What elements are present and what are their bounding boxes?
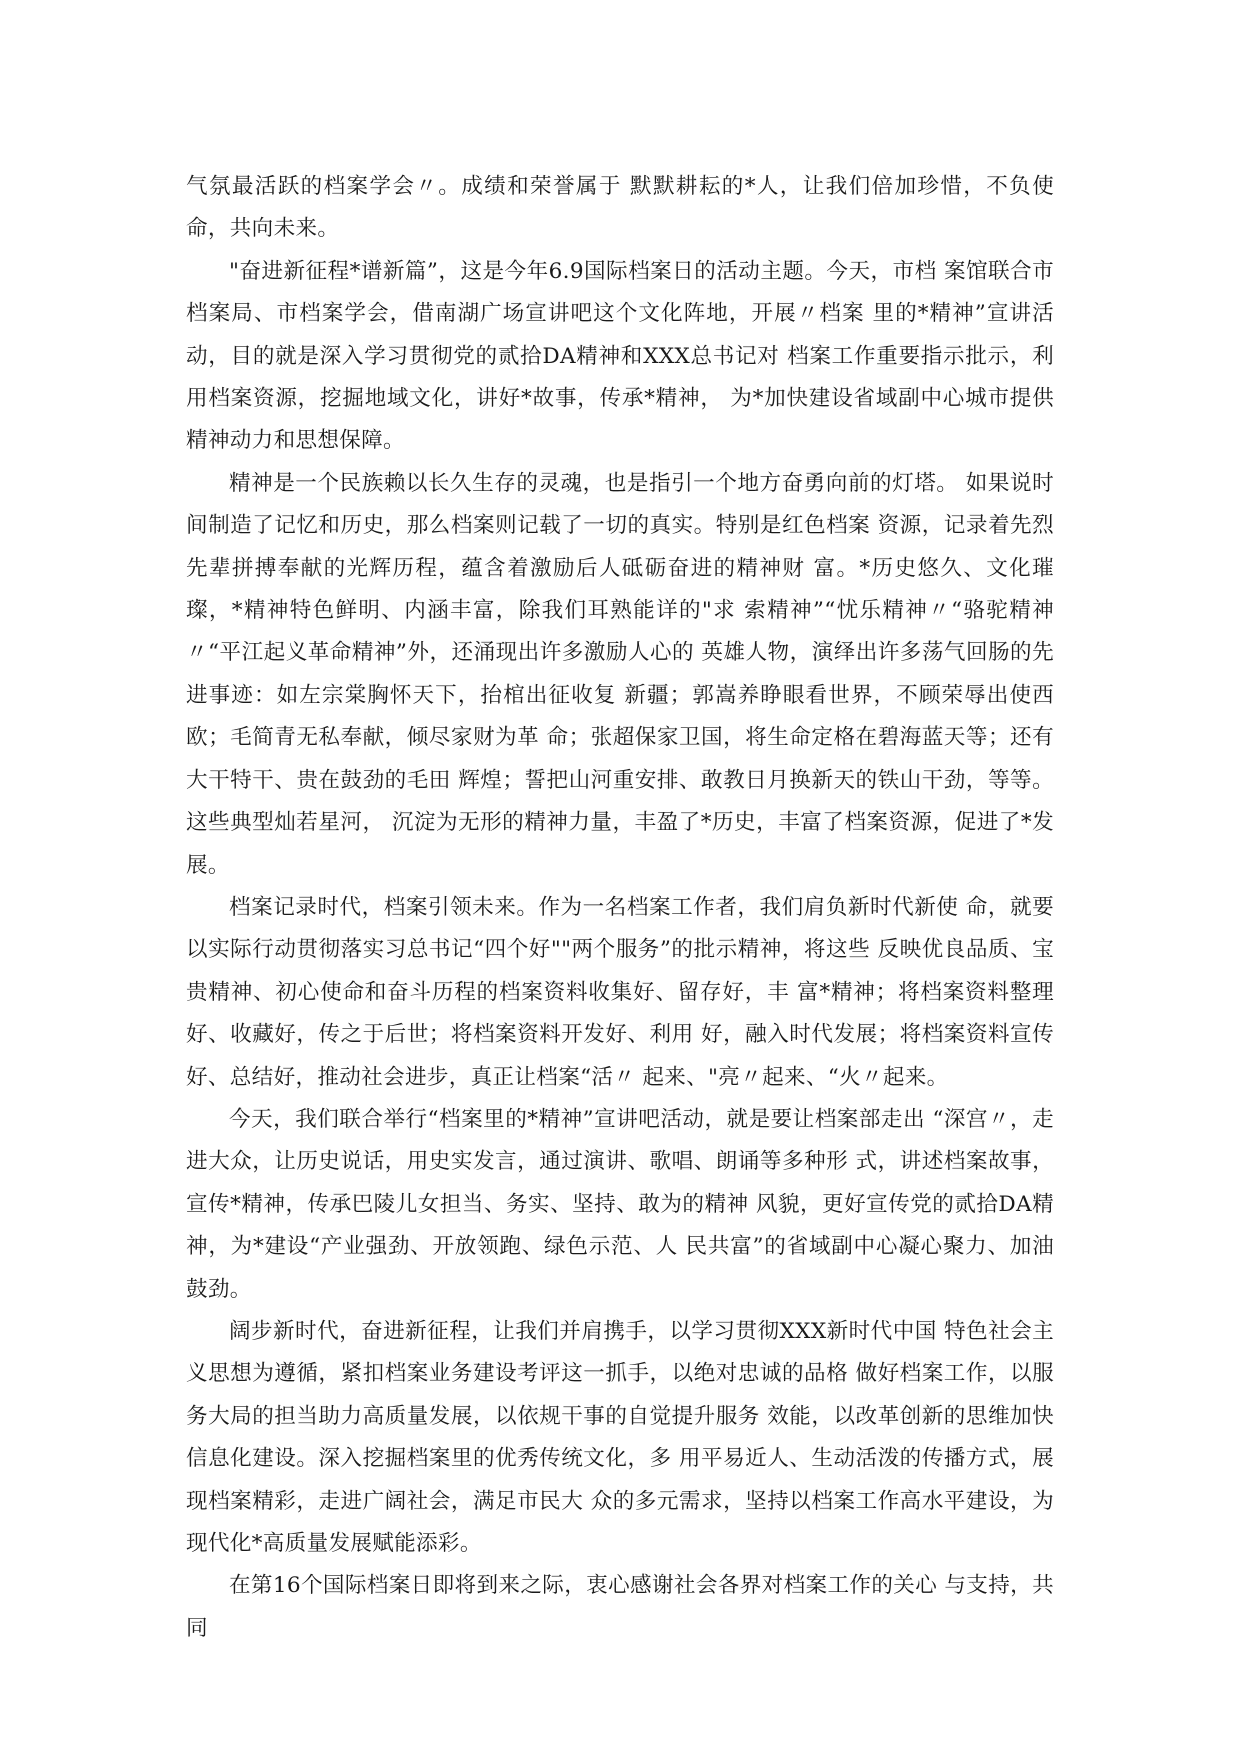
- document-body: [186, 166, 1054, 1650]
- paragraph-spirit: 精神是一个民族赖以长久生存的灵魂，也是指引一个地方奋勇向前的灯塔。 如果说时间制造了记忆和历史，那么档案则记载了一切的真实。特别是红色档案 资源，记录着先烈先辈拼搏奉献的光辉历程，蕴含着激励后人砥砺奋进的精神财 富。*历史悠久、文化璀璨，*精神特色鲜明、内涵丰富，除我们耳熟能详的"求 索精神”“忧乐精神〃“骆驼精神〃“平江起义革命精神”外，还涌现出许多激励人心的 英雄人物，演绎出许多荡气回肠的先进事迹：如左宗棠胸怀天下，抬棺出征收复 新疆；郭嵩养睁眼看世界，不顾荣辱出使西欧；毛简青无私奉献，倾尽家财为革 命；张超保家卫国，将生命定格在碧海蓝天等；还有大干特干、贵在鼓劲的毛田 辉煌；誓把山河重安排、敢教日月换新天的铁山干劲，等等。这些典型灿若星河， 沉淀为无形的精神力量，丰盈了*历史，丰富了档案资源，促进了*发展。: [186, 470, 1054, 878]
- paragraph-new-era: 阔步新时代，奋进新征程，让我们并肩携手，以学习贯彻XXX新时代中国 特色社会主义思想为遵循，紧扣档案业务建设考评这一抓手，以绝对忠诚的品格 做好档案工作，以服务大局的担当助力高质量发展，以依规干事的自觉提升服务 效能，以改革创新的思维加快信息化建设。深入挖掘档案里的优秀传统文化，多 用平易近人、生动活泼的传播方式，展现档案精彩，走进广阔社会，满足市民大 众的多元需求，坚持以档案工作高水平建设，为现代化*高质量发展赋能添彩。: [186, 1318, 1054, 1556]
- paragraph-closing: 在第16个国际档案日即将到来之际，衷心感谢社会各界对档案工作的关心 与支持，共同: [186, 1573, 1054, 1641]
- paragraph-archives-era: 档案记录时代，档案引领未来。作为一名档案工作者，我们肩负新时代新使 命，就要以实际行动贯彻落实习总书记“四个好""两个服务”的批示精神，将这些 反映优良品质、宝贵精神、初心使命和奋斗历程的档案资料收集好、留存好，丰 富*精神；将档案资料整理好、收藏好，传之于后世；将档案资料开发好、利用 好，融入时代发展；将档案资料宣传好、总结好，推动社会进步，真正让档案“活〃 起来、"亮〃起来、“火〃起来。: [186, 894, 1054, 1090]
- paragraph-continued: 气氛最活跃的档案学会〃。成绩和荣誉属于 默默耕耘的*人，让我们倍加珍惜，不负使命，共向未来。: [186, 174, 1054, 242]
- paragraph-theme: "奋进新征程*谱新篇”，这是今年6.9国际档案日的活动主题。今天，市档 案馆联合市档案局、市档案学会，借南湖广场宣讲吧这个文化阵地，开展〃档案 里的*精神”宣讲活动，目的就是深入学习贯彻党的贰拾DA精神和XXX总书记对 档案工作重要指示批示，利用档案资源，挖掘地域文化，讲好*故事，传承*精神， 为*加快建设省域副中心城市提供精神动力和思想保障。: [186, 258, 1054, 454]
- paragraph-event: 今天，我们联合举行“档案里的*精神”宣讲吧活动，就是要让档案部走出 “深宫〃，走进大众，让历史说话，用史实发言，通过演讲、歌唱、朗诵等多种形 式，讲述档案故事，宣传*精神，传承巴陵儿女担当、务实、坚持、敢为的精神 风貌，更好宣传党的贰拾DA精神，为*建设“产业强劲、开放领跑、绿色示范、人 民共富”的省域副中心凝心聚力、加油鼓劲。: [186, 1106, 1054, 1302]
